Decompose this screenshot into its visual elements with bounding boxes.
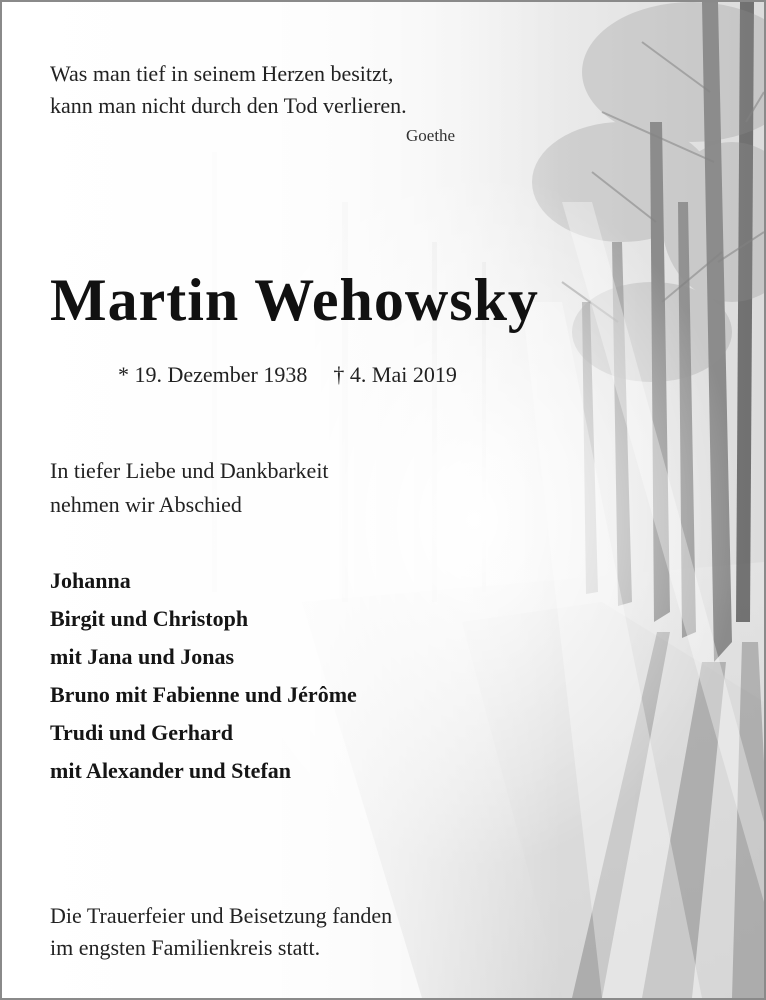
mourners-list <box>50 562 357 790</box>
mourner-entry: Bruno mit Fabienne und Jérôme <box>50 682 357 707</box>
quote-author: Goethe <box>406 126 456 145</box>
mourner-entry: mit Jana und Jonas <box>50 644 235 669</box>
quote-line: Was man tief in seinem Herzen besitzt, <box>50 61 394 86</box>
goethe-quote <box>50 58 407 122</box>
farewell-line: nehmen wir Abschied <box>50 492 242 517</box>
life-dates <box>118 362 457 388</box>
farewell-line: In tiefer Liebe und Dankbarkeit <box>50 458 329 483</box>
quote-line: kann man nicht durch den Tod verlieren. <box>50 93 407 118</box>
notice-line: Die Trauerfeier und Beisetzung fanden <box>50 903 393 928</box>
mourner-entry: Birgit und Christoph <box>50 606 249 631</box>
funeral-notice <box>50 900 392 964</box>
birth-date: * 19. Dezember 1938 <box>118 362 308 387</box>
notice-line: im engsten Familienkreis statt. <box>50 935 321 960</box>
death-date: † 4. Mai 2019 <box>333 362 457 387</box>
mourner-entry: Trudi und Gerhard <box>50 720 233 745</box>
deceased-name: Martin Wehowsky <box>50 267 539 333</box>
mourner-entry: mit Alexander und Stefan <box>50 758 292 783</box>
farewell-text <box>50 454 329 522</box>
mourner-entry: Johanna <box>50 568 131 593</box>
